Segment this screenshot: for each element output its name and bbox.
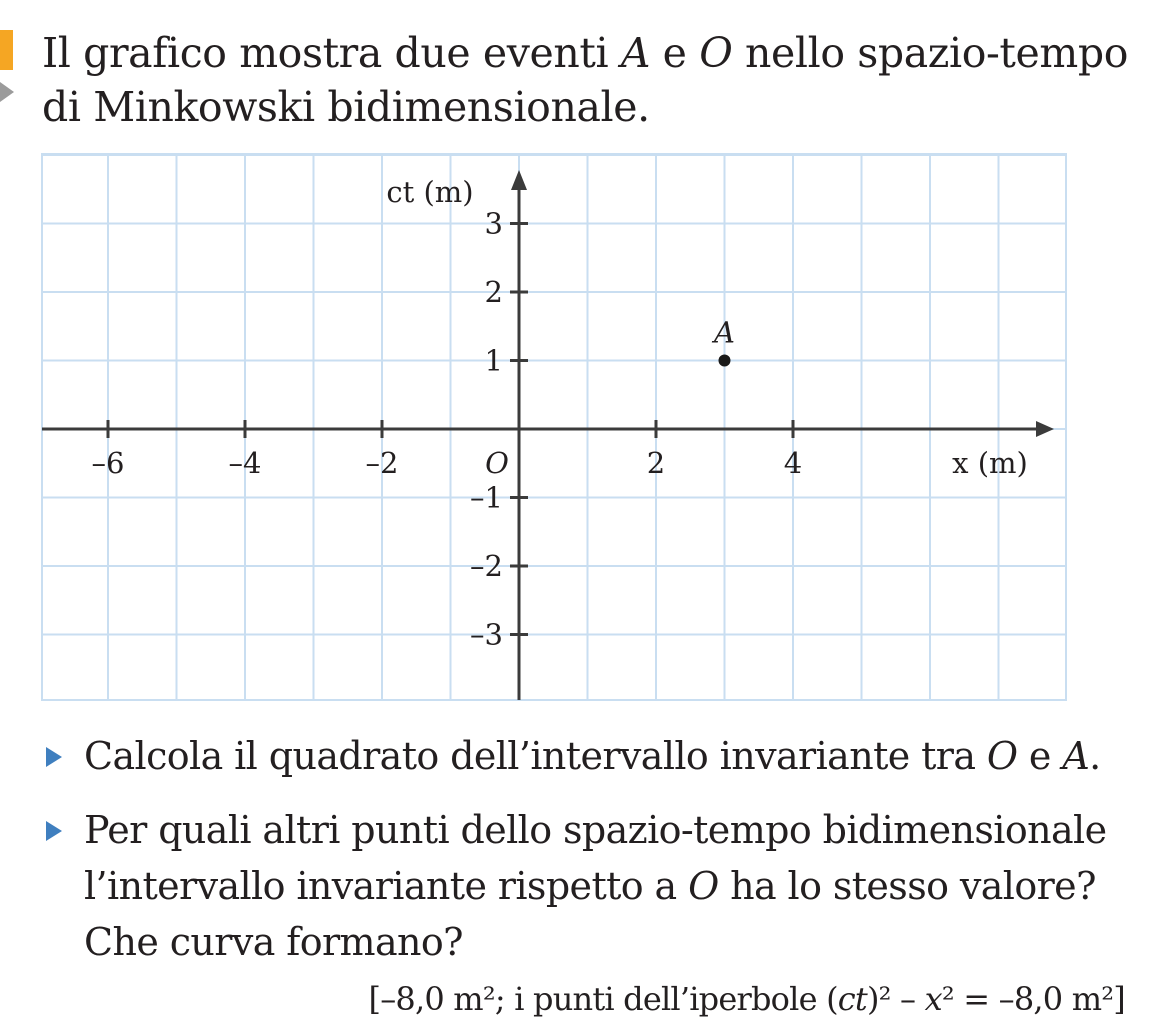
y-tick-label: 1 — [484, 343, 503, 378]
question-2-text: Per quali altri punti dello spazio-tempo bidimensionale l’intervallo invariante rispetto a O ha lo stesso valore? Che curva formano? — [84, 808, 1107, 964]
problem-statement: Il grafico mostra due eventi A e O nello spazio-tempo di Minkowski bidimensionale. — [42, 29, 1128, 131]
event-point-label: A — [714, 315, 735, 350]
event-o-label: O — [699, 29, 733, 77]
x-axis-arrow-icon — [1036, 421, 1054, 437]
y-axis-arrow-icon — [511, 170, 527, 190]
y-tick-label: 2 — [484, 275, 503, 309]
bullet-arrow-icon — [46, 821, 62, 841]
x-tick-label: –4 — [228, 446, 262, 480]
x-tick-label: 2 — [646, 446, 666, 480]
x-tick-label: –6 — [91, 446, 125, 480]
event-a-label: A — [620, 29, 651, 77]
y-tick-label: 3 — [484, 206, 503, 241]
grid-frame — [42, 154, 1066, 700]
x-tick-label: 4 — [783, 446, 803, 480]
y-axis-label: ct (m) — [386, 175, 474, 209]
grid — [42, 154, 1066, 700]
answer-key: [–8,0 m²; i punti dell’iperbole (ct)² – x² = –8,0 m²] — [368, 980, 1125, 1018]
y-tick-label: –1 — [470, 480, 503, 515]
origin-label: O — [485, 446, 509, 480]
event-point — [719, 355, 731, 367]
x-tick-label: –2 — [365, 446, 399, 480]
bullet-arrow-icon — [46, 747, 62, 767]
y-tick-label: –3 — [470, 617, 503, 652]
minkowski-diagram — [0, 140, 1161, 710]
question-1-text: Calcola il quadrato dell’intervallo invariante tra O e A. — [84, 734, 1101, 778]
tick-labels — [92, 175, 1028, 652]
x-axis-label: x (m) — [952, 446, 1028, 480]
data-points — [711, 316, 735, 367]
axes — [42, 170, 1054, 700]
exercise-marker-bar — [0, 30, 13, 70]
y-tick-label: –2 — [470, 549, 503, 583]
exercise-marker-arrow — [0, 82, 14, 102]
